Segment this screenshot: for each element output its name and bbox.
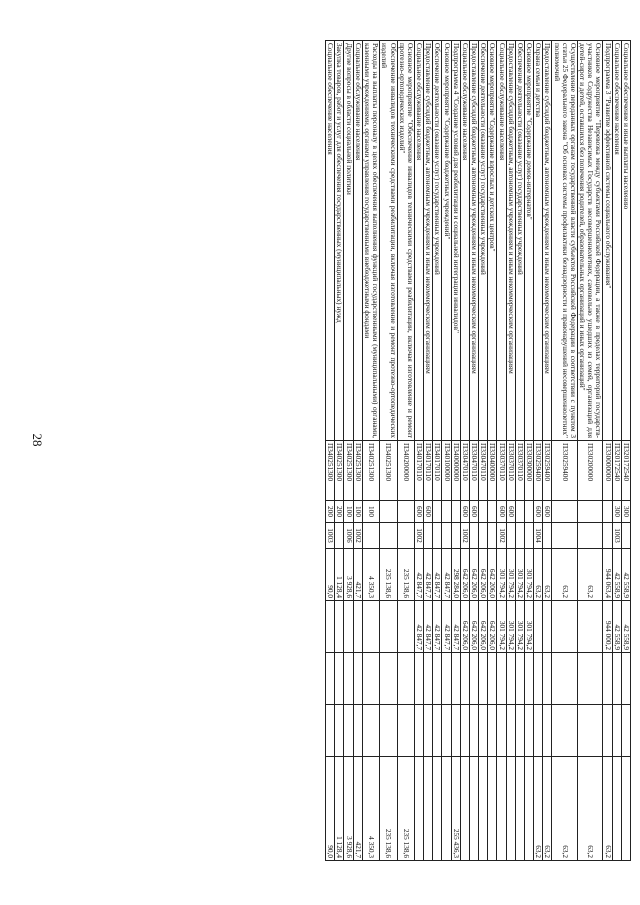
- table-row: [442, 41, 451, 861]
- federal-amount-cell: [479, 757, 488, 861]
- federal-amount-cell: 90,0: [326, 757, 335, 861]
- csr-code-cell: П330470110: [479, 441, 488, 501]
- total-amount-cell: 642 206,0: [469, 549, 478, 601]
- csr-code-cell: П330259400: [534, 441, 543, 501]
- amount-cell: [353, 705, 362, 757]
- page-number: 28: [30, 433, 45, 447]
- expense-type-cell: 600: [543, 501, 552, 523]
- csr-code-cell: П340251300: [380, 441, 397, 501]
- expense-type-cell: [603, 501, 612, 523]
- amount-cell: 301 794,2: [506, 601, 515, 653]
- expense-type-cell: 600: [469, 501, 478, 523]
- amount-cell: [380, 653, 397, 705]
- total-amount-cell: 4 350,3: [362, 549, 379, 601]
- amount-cell: [488, 705, 497, 757]
- total-amount-cell: 301 794,2: [506, 549, 515, 601]
- amount-cell: [479, 705, 488, 757]
- amount-cell: 42 847,7: [442, 601, 451, 653]
- csr-code-cell: П340200000: [397, 441, 414, 501]
- section-code-cell: [335, 523, 344, 549]
- expense-type-cell: [515, 501, 524, 523]
- amount-cell: [543, 705, 552, 757]
- table-row: [451, 41, 460, 861]
- section-code-cell: 1003: [326, 523, 335, 549]
- amount-cell: [524, 653, 533, 705]
- table-row: [414, 41, 423, 861]
- amount-cell: [497, 653, 506, 705]
- expense-type-cell: [479, 501, 488, 523]
- federal-amount-cell: 63,2: [577, 757, 603, 861]
- amount-cell: [577, 601, 603, 653]
- total-amount-cell: 3 928,6: [344, 549, 353, 601]
- amount-cell: [362, 653, 379, 705]
- row-name-cell: Социальное обеспечение населения: [612, 41, 621, 441]
- table-row: [543, 41, 552, 861]
- amount-cell: [353, 653, 362, 705]
- amount-cell: 944 000,2: [603, 601, 612, 653]
- budget-table: [325, 40, 631, 861]
- section-code-cell: 1002: [353, 523, 362, 549]
- table-row: [577, 41, 603, 861]
- table-row: [397, 41, 414, 861]
- total-amount-cell: 42 558,9: [612, 549, 621, 601]
- table-row: [424, 41, 433, 861]
- amount-cell: [433, 653, 442, 705]
- total-amount-cell: 944 063,4: [603, 549, 612, 601]
- amount-cell: [451, 705, 460, 757]
- csr-code-cell: П330470110: [469, 441, 478, 501]
- section-code-cell: 1006: [344, 523, 353, 549]
- amount-cell: [577, 653, 603, 705]
- csr-code-cell: П320172540: [612, 441, 621, 501]
- amount-cell: 301 794,2: [515, 601, 524, 653]
- expense-type-cell: 100: [344, 501, 353, 523]
- amount-cell: [506, 653, 515, 705]
- expense-type-cell: [451, 501, 460, 523]
- amount-cell: [469, 705, 478, 757]
- federal-amount-cell: 63,2: [543, 757, 552, 861]
- row-name-cell: Социальное обеспечение населения: [326, 41, 335, 441]
- total-amount-cell: 63,2: [534, 549, 543, 601]
- row-name-cell: Предоставление субсидий бюджетным, автономным учреждениям и иным некоммерческим организациям: [506, 41, 515, 441]
- section-code-cell: [442, 523, 451, 549]
- federal-amount-cell: 63,2: [603, 757, 612, 861]
- section-code-cell: 1002: [414, 523, 423, 549]
- amount-cell: [451, 653, 460, 705]
- csr-code-cell: П340251300: [326, 441, 335, 501]
- amount-cell: 301 794,2: [524, 601, 533, 653]
- amount-cell: [552, 601, 578, 653]
- amount-cell: [380, 705, 397, 757]
- total-amount-cell: 642 206,0: [488, 549, 497, 601]
- section-code-cell: 1002: [460, 523, 469, 549]
- section-code-cell: [380, 523, 397, 549]
- amount-cell: 42 847,7: [424, 601, 433, 653]
- federal-amount-cell: 421,7: [353, 757, 362, 861]
- table-row: [603, 41, 612, 861]
- amount-cell: [552, 653, 578, 705]
- amount-cell: 42 847,7: [451, 601, 460, 653]
- amount-cell: [353, 601, 362, 653]
- csr-code-cell: П340251300: [362, 441, 379, 501]
- total-amount-cell: 63,2: [543, 549, 552, 601]
- amount-cell: [515, 705, 524, 757]
- expense-type-cell: [397, 501, 414, 523]
- expense-type-cell: [577, 501, 603, 523]
- csr-code-cell: П330200000: [577, 441, 603, 501]
- total-amount-cell: 235 138,6: [380, 549, 397, 601]
- amount-cell: [326, 653, 335, 705]
- csr-code-cell: П330000000: [603, 441, 612, 501]
- expense-type-cell: 600: [506, 501, 515, 523]
- total-amount-cell: 642 206,0: [460, 549, 469, 601]
- row-name-cell: Обеспечение инвалидов техническими средствами реабилитации, включая изготовление и ремонт протезно-ортопедических изделий: [380, 41, 397, 441]
- section-code-cell: [397, 523, 414, 549]
- table-row: [335, 41, 344, 861]
- federal-amount-cell: [469, 757, 478, 861]
- expense-type-cell: 600: [424, 501, 433, 523]
- amount-cell: [460, 705, 469, 757]
- federal-amount-cell: 235 138,6: [397, 757, 414, 861]
- row-name-cell: Основное мероприятие "Содержание взрослых и детских центров": [488, 41, 497, 441]
- total-amount-cell: 63,2: [552, 549, 578, 601]
- total-amount-cell: 63,2: [577, 549, 603, 601]
- amount-cell: 642 206,0: [469, 601, 478, 653]
- total-amount-cell: 42 847,7: [442, 549, 451, 601]
- row-name-cell: Основное мероприятие "Обеспечение инвалидов техническими средствами реабилитации, включая изготовление и ремонт протезно-ортопедических изделий": [397, 41, 414, 441]
- section-code-cell: [479, 523, 488, 549]
- table-row: [552, 41, 578, 861]
- csr-code-cell: П330370110: [515, 441, 524, 501]
- expense-type-cell: [433, 501, 442, 523]
- federal-amount-cell: 1 128,4: [335, 757, 344, 861]
- row-name-cell: Основное мероприятие "Перевозка между субъектами Российской Федерации, а также в пределах территорий государств-участников Содружества Независимых Государств несовершеннолетних, самовольно ушедших из семей, организаций для детей-сирот и детей, оставшихся без попечения родителей, образовательных организаций и иных организаций": [577, 41, 603, 441]
- amount-cell: 42 558,9: [612, 601, 621, 653]
- table-row: [380, 41, 397, 861]
- total-amount-cell: 301 794,2: [497, 549, 506, 601]
- amount-cell: [577, 705, 603, 757]
- federal-amount-cell: [433, 757, 442, 861]
- amount-cell: [335, 653, 344, 705]
- row-name-cell: Основное мероприятие "Содержание домов-интернатов": [524, 41, 533, 441]
- expense-type-cell: 100: [362, 501, 379, 523]
- expense-type-cell: [380, 501, 397, 523]
- amount-cell: 642 206,0: [488, 601, 497, 653]
- total-amount-cell: 42 847,7: [414, 549, 423, 601]
- amount-cell: [433, 705, 442, 757]
- expense-type-cell: [442, 501, 451, 523]
- amount-cell: [534, 705, 543, 757]
- amount-cell: 301 794,2: [497, 601, 506, 653]
- amount-cell: [380, 601, 397, 653]
- csr-code-cell: П340100000: [442, 441, 451, 501]
- amount-cell: [515, 653, 524, 705]
- section-code-cell: 1004: [534, 523, 543, 549]
- federal-amount-cell: 255 436,3: [451, 757, 460, 861]
- table-row: [433, 41, 442, 861]
- csr-code-cell: П340251300: [353, 441, 362, 501]
- amount-cell: [534, 601, 543, 653]
- row-name-cell: Социальное обслуживание населения: [414, 41, 423, 441]
- section-code-cell: [506, 523, 515, 549]
- row-name-cell: Обеспечение деятельности (оказание услуг) государственных учреждений: [433, 41, 442, 441]
- amount-cell: 42 558,9: [621, 601, 630, 653]
- table-row: [469, 41, 478, 861]
- row-name-cell: Социальное обслуживание населения: [497, 41, 506, 441]
- table-row: [497, 41, 506, 861]
- amount-cell: [414, 705, 423, 757]
- amount-cell: [603, 653, 612, 705]
- expense-type-cell: 300: [612, 501, 621, 523]
- amount-cell: 42 847,7: [433, 601, 442, 653]
- amount-cell: [362, 601, 379, 653]
- table-row: [534, 41, 543, 861]
- federal-amount-cell: 4 350,3: [362, 757, 379, 861]
- federal-amount-cell: [424, 757, 433, 861]
- total-amount-cell: 1 128,4: [335, 549, 344, 601]
- row-name-cell: Обеспечение деятельности (оказание услуг) государственных учреждений: [479, 41, 488, 441]
- section-code-cell: [469, 523, 478, 549]
- amount-cell: [479, 653, 488, 705]
- amount-cell: [543, 601, 552, 653]
- row-name-cell: Предоставление субсидий бюджетным, автономным учреждениям и иным некоммерческим организациям: [543, 41, 552, 441]
- amount-cell: [442, 705, 451, 757]
- csr-code-cell: П340170110: [424, 441, 433, 501]
- table-row: [488, 41, 497, 861]
- amount-cell: [326, 601, 335, 653]
- section-code-cell: 1003: [612, 523, 621, 549]
- csr-code-cell: П320172540: [621, 441, 630, 501]
- section-code-cell: [603, 523, 612, 549]
- row-name-cell: Другие вопросы в области социальной политики: [344, 41, 353, 441]
- total-amount-cell: 42 847,7: [433, 549, 442, 601]
- table-row: [344, 41, 353, 861]
- expense-type-cell: [488, 501, 497, 523]
- row-name-cell: Социальное обслуживание населения: [353, 41, 362, 441]
- total-amount-cell: 90,0: [326, 549, 335, 601]
- expense-type-cell: 600: [497, 501, 506, 523]
- table-row: [326, 41, 335, 861]
- csr-code-cell: П340170110: [414, 441, 423, 501]
- amount-cell: [362, 705, 379, 757]
- amount-cell: 642 206,0: [479, 601, 488, 653]
- row-name-cell: Предоставление субсидий бюджетным, автономным учреждениям и иным некоммерческим организациям: [469, 41, 478, 441]
- table-row: [479, 41, 488, 861]
- table-row: [362, 41, 379, 861]
- csr-code-cell: П330300000: [524, 441, 533, 501]
- federal-amount-cell: [442, 757, 451, 861]
- table-row: [460, 41, 469, 861]
- expense-type-cell: 100: [353, 501, 362, 523]
- amount-cell: [397, 653, 414, 705]
- federal-amount-cell: [414, 757, 423, 861]
- csr-code-cell: П330400000: [488, 441, 497, 501]
- row-name-cell: Закупка товаров, работ и услуг для обеспечения государственных (муниципальных) нужд: [335, 41, 344, 441]
- amount-cell: [460, 653, 469, 705]
- table-row: [612, 41, 621, 861]
- amount-cell: [344, 653, 353, 705]
- amount-cell: [497, 705, 506, 757]
- row-name-cell: Обеспечение деятельности (оказание услуг) государственных учреждений: [515, 41, 524, 441]
- section-code-cell: [552, 523, 578, 549]
- total-amount-cell: 298 284,0: [451, 549, 460, 601]
- section-code-cell: [424, 523, 433, 549]
- amount-cell: [414, 653, 423, 705]
- amount-cell: [621, 705, 630, 757]
- section-code-cell: [621, 523, 630, 549]
- expense-type-cell: [552, 501, 578, 523]
- expense-type-cell: 200: [326, 501, 335, 523]
- row-name-cell: Социальное обслуживание населения: [460, 41, 469, 441]
- amount-cell: [344, 705, 353, 757]
- section-code-cell: [488, 523, 497, 549]
- section-code-cell: [543, 523, 552, 549]
- amount-cell: [397, 601, 414, 653]
- section-code-cell: [451, 523, 460, 549]
- federal-amount-cell: [506, 757, 515, 861]
- table-row: [524, 41, 533, 861]
- table-row: [353, 41, 362, 861]
- row-name-cell: Основное мероприятие "Содержание бюджетных учреждений": [442, 41, 451, 441]
- amount-cell: [552, 705, 578, 757]
- expense-type-cell: 600: [460, 501, 469, 523]
- amount-cell: [442, 653, 451, 705]
- amount-cell: [524, 705, 533, 757]
- federal-amount-cell: [524, 757, 533, 861]
- amount-cell: 42 847,7: [414, 601, 423, 653]
- csr-code-cell: П340251300: [344, 441, 353, 501]
- csr-code-cell: П330370110: [497, 441, 506, 501]
- row-name-cell: Подпрограмма 3 "Развитие эффективной системы социального обслуживания": [603, 41, 612, 441]
- amount-cell: [344, 601, 353, 653]
- csr-code-cell: П330370110: [506, 441, 515, 501]
- table-row: [621, 41, 630, 861]
- amount-cell: [469, 653, 478, 705]
- row-name-cell: Осуществление переданных органам государственной власти субъектов Российской Федерации в соответствии с пунктом 3 статьи 25 Федерального закона "Об основах системы профилактики безнадзорности и правонарушений несовершеннолетних" полномочий: [552, 41, 578, 441]
- expense-type-cell: 600: [534, 501, 543, 523]
- amount-cell: [603, 705, 612, 757]
- row-name-cell: Охрана семьи и детства: [534, 41, 543, 441]
- federal-amount-cell: 63,2: [534, 757, 543, 861]
- federal-amount-cell: [612, 757, 621, 861]
- expense-type-cell: 200: [335, 501, 344, 523]
- amount-cell: [397, 705, 414, 757]
- expense-type-cell: [524, 501, 533, 523]
- federal-amount-cell: 63,2: [552, 757, 578, 861]
- total-amount-cell: 642 206,0: [479, 549, 488, 601]
- section-code-cell: [524, 523, 533, 549]
- row-name-cell: Подпрограмма 4 "Создание условий для реабилитации и социальной интеграции инвалидов": [451, 41, 460, 441]
- table-row: [515, 41, 524, 861]
- section-code-cell: [515, 523, 524, 549]
- csr-code-cell: П340170110: [433, 441, 442, 501]
- amount-cell: 642 206,0: [460, 601, 469, 653]
- section-code-cell: [577, 523, 603, 549]
- expense-type-cell: 600: [414, 501, 423, 523]
- total-amount-cell: 301 794,2: [515, 549, 524, 601]
- total-amount-cell: 421,7: [353, 549, 362, 601]
- federal-amount-cell: [488, 757, 497, 861]
- federal-amount-cell: 3 928,6: [344, 757, 353, 861]
- federal-amount-cell: [460, 757, 469, 861]
- csr-code-cell: П330259400: [552, 441, 578, 501]
- amount-cell: [326, 705, 335, 757]
- federal-amount-cell: [621, 757, 630, 861]
- amount-cell: [488, 653, 497, 705]
- amount-cell: [335, 601, 344, 653]
- amount-cell: [424, 653, 433, 705]
- table-row: [506, 41, 515, 861]
- expense-type-cell: 300: [621, 501, 630, 523]
- federal-amount-cell: 235 138,6: [380, 757, 397, 861]
- csr-code-cell: П330259400: [543, 441, 552, 501]
- federal-amount-cell: [497, 757, 506, 861]
- section-code-cell: 1002: [497, 523, 506, 549]
- csr-code-cell: П340000000: [451, 441, 460, 501]
- row-name-cell: Предоставление субсидий бюджетным, автономным учреждениям и иным некоммерческим организациям: [424, 41, 433, 441]
- total-amount-cell: 42 558,9: [621, 549, 630, 601]
- budget-table-body: [326, 41, 631, 861]
- amount-cell: [506, 705, 515, 757]
- amount-cell: [534, 653, 543, 705]
- row-name-cell: Расходы на выплаты персоналу в целях обеспечения выполнения функций государственными (муниципальными) органами, казенными учреждениями, органами управления государственными внебюджетными фондами: [362, 41, 379, 441]
- csr-code-cell: П330470110: [460, 441, 469, 501]
- amount-cell: [612, 705, 621, 757]
- csr-code-cell: П340251300: [335, 441, 344, 501]
- section-code-cell: [362, 523, 379, 549]
- row-name-cell: Социальное обеспечение и иные выплаты населению: [621, 41, 630, 441]
- amount-cell: [621, 653, 630, 705]
- federal-amount-cell: [515, 757, 524, 861]
- rotated-page-content: [85, 40, 631, 860]
- amount-cell: [543, 653, 552, 705]
- section-code-cell: [433, 523, 442, 549]
- amount-cell: [335, 705, 344, 757]
- amount-cell: [424, 705, 433, 757]
- total-amount-cell: 42 847,7: [424, 549, 433, 601]
- amount-cell: [612, 653, 621, 705]
- total-amount-cell: 235 138,6: [397, 549, 414, 601]
- total-amount-cell: 301 794,2: [524, 549, 533, 601]
